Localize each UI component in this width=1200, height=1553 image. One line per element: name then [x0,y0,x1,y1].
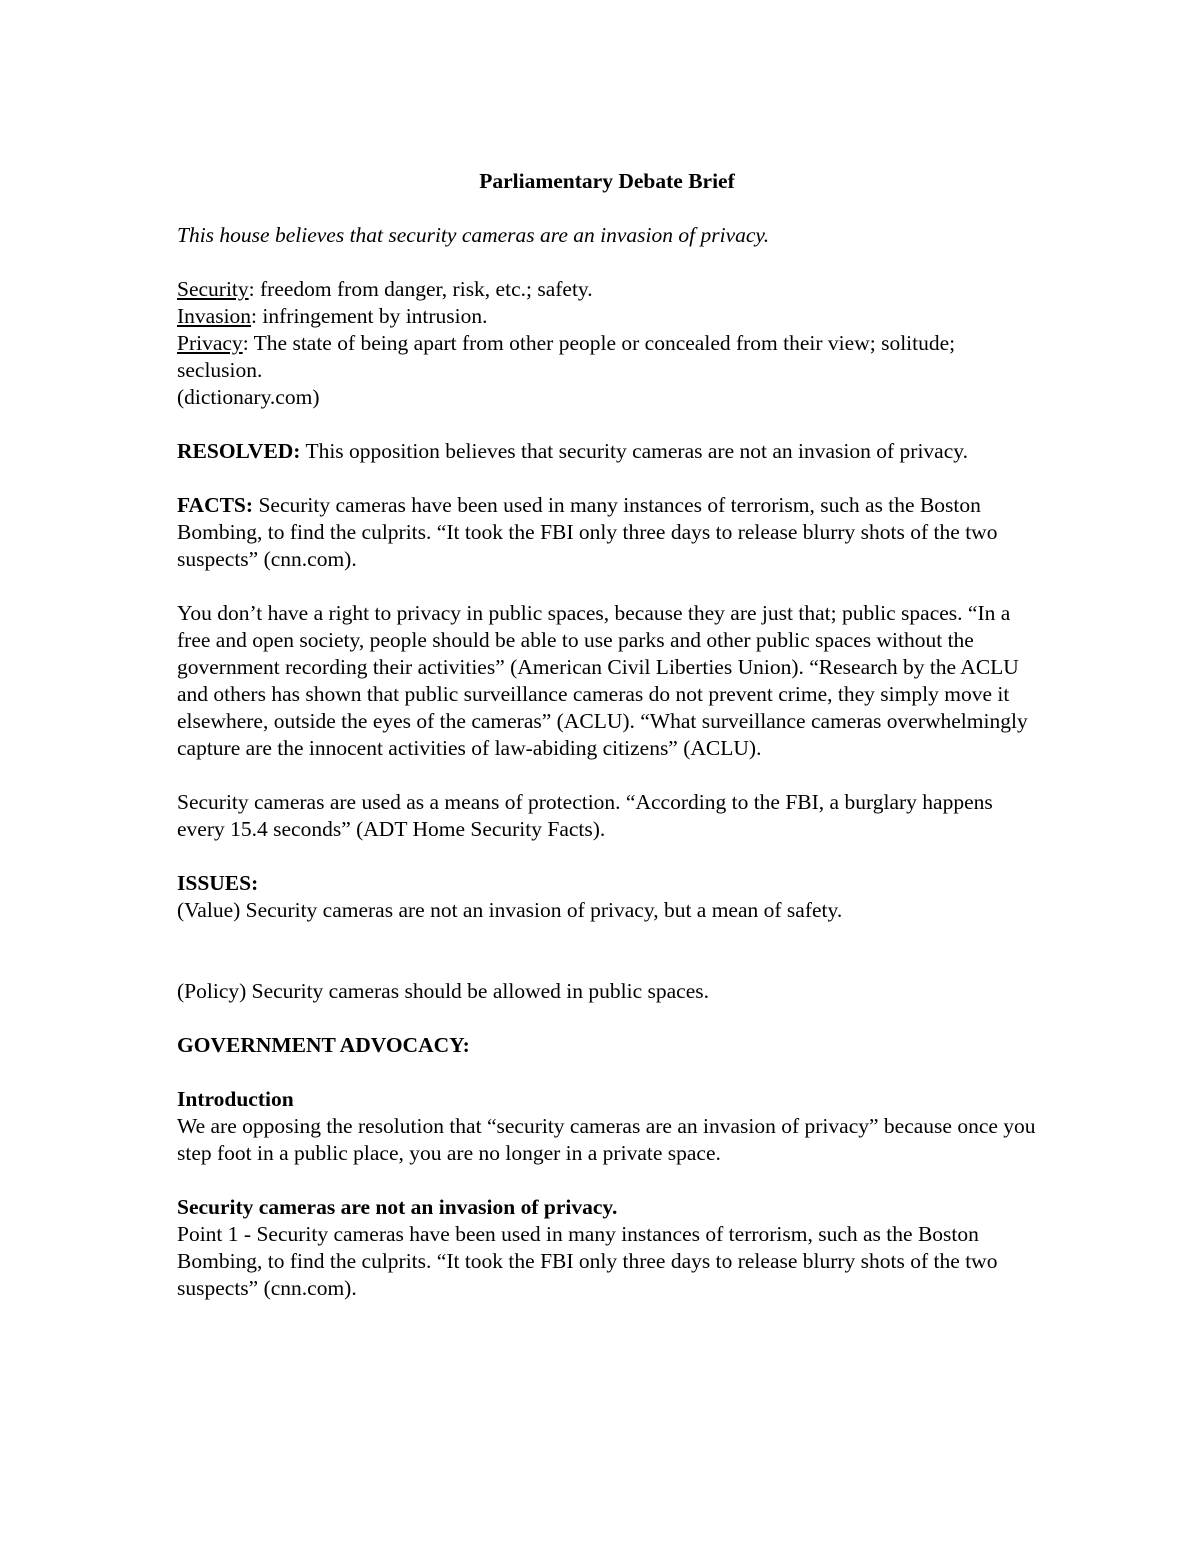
issues-heading: ISSUES: [177,871,259,895]
definitions-block [177,276,1037,411]
point-1: Point 1 - Security cameras have been used in many instances of terrorism, such as the Boston Bombing, to find the culprits. “It took the FBI only three days to release blurry shots of the two suspects” (cnn.com). [177,1222,998,1300]
document-body [177,168,1037,1302]
document-title: Parliamentary Debate Brief [479,169,735,193]
resolved-text: This opposition believes that security cameras are not an invasion of privacy. [300,439,968,463]
definition-text: : freedom from danger, risk, etc.; safety. [248,277,593,301]
facts-paragraph [177,492,1037,573]
definition-term: Security [177,277,249,301]
issue-policy: (Policy) Security cameras should be allowed in public spaces. [177,979,709,1003]
facts-text: Security cameras have been used in many instances of terrorism, such as the Boston Bombing, to find the culprits. “It took the FBI only three days to release blurry shots of the two suspects” (cnn.com). [177,493,998,571]
introduction-text: We are opposing the resolution that “security cameras are an invasion of privacy” because once you step foot in a public place, you are no longer in a private space. [177,1114,1036,1165]
introduction-heading: Introduction [177,1087,294,1111]
definitions-source: (dictionary.com) [177,385,320,409]
definition-security [177,276,1037,303]
public-spaces-paragraph: You don’t have a right to privacy in public spaces, because they are just that; public spaces. “In a free and open society, people should be able to use parks and other public spaces without the government recording their activities” (American Civil Liberties Union). “Research by the ACLU and others has shown that public surveillance cameras do not prevent crime, they simply move it elsewhere, outside the eyes of the cameras” (ACLU). “What surveillance cameras overwhelmingly capture are the innocent activities of law-abiding citizens” (ACLU). [177,601,1028,760]
issue-value: (Value) Security cameras are not an invasion of privacy, but a mean of safety. [177,898,843,922]
definition-privacy [177,330,1037,384]
section-heading: Security cameras are not an invasion of privacy. [177,1195,618,1219]
definition-term: Invasion [177,304,252,328]
debate-motion: This house believes that security cameras are an invasion of privacy. [177,223,770,247]
definition-text: : The state of being apart from other people or concealed from their view; solitude; seclusion. [177,331,956,382]
definition-term: Privacy [177,331,243,355]
resolved-paragraph [177,438,1037,465]
government-advocacy-heading: GOVERNMENT ADVOCACY: [177,1033,470,1057]
definition-text: : infringement by intrusion. [251,304,488,328]
facts-label: FACTS: [177,493,254,517]
definition-invasion [177,303,1037,330]
protection-paragraph: Security cameras are used as a means of protection. “According to the FBI, a burglary happens every 15.4 seconds” (ADT Home Security Facts). [177,790,993,841]
resolved-label: RESOLVED: [177,439,301,463]
